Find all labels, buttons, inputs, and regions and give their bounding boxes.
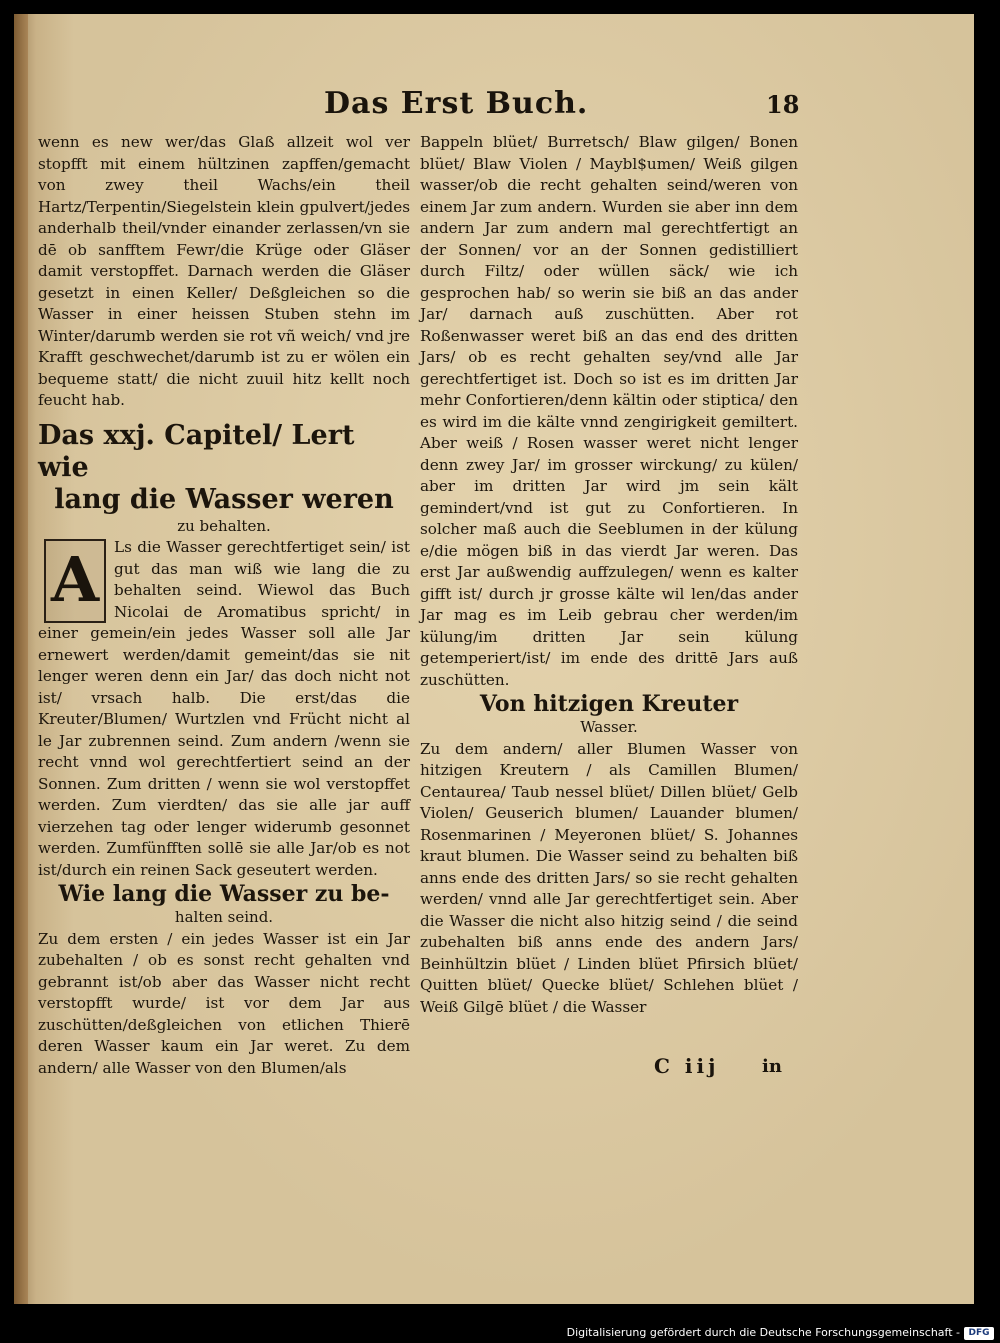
right-column [420, 132, 798, 1018]
drop-initial: A [44, 539, 106, 623]
digitization-credit: Digitalisierung gefördert durch die Deutsche Forschungsgemeinschaft - [566, 1326, 960, 1339]
right-opening-text: Bappeln blüet/ Burretsch/ Blaw gilgen/ Bonen blüet/ Blaw Violen / Maybl$umen/ Weiß gilgen wasser/ob die recht gehalten seind/weren von einem Jar zum andern. Wurden sie aber inn dem andern Jar zum andern mal gerechtfertigt an der Sonnen/ vor an der Sonnen gedistilliert durch Filtz/ oder wüllen säck/ wie ich gesprochen hab/ so werin sie biß an das ander Jar/ darnach auß zuschütten. Aber rot Roßenwasser weret biß an das end des dritten Jars/ ob es recht gehalten sey/vnd alle Jar gerechtfertiget ist. Doch so ist es im dritten Jar mehr Confortieren/denn kältin oder stiptica/ den es wird im die kälte vnnd zengirigkeit gemiltert. Aber weiß / Rosen wasser weret nicht lenger denn zwey Jar/ im grosser wirckung/ zu külen/ aber im dritten Jar wird jm sein kält gemindert/vnd ist gut zu Confortieren. In solcher maß auch die Seeblumen in der külung e/die mögen biß in das vierdt Jar weren. Das erst Jar außwendig auffzulegen/ wenn es kalter gifft ist/ durch jr grosse kälte wil len/das ander Jar mag es im Leib gebrau cher werden/im külung/im dritten Jar sein külung getemperiert/ist/ im ende des drittē Jars auß zuschütten. [420, 133, 798, 689]
section-text-right: Zu dem andern/ aller Blumen Wasser von hitzigen Kreutern / als Camillen Blumen/ Centaurea/ Taub nessel blüet/ Dillen blüet/ Gelb Violen/ Geuserich blumen/ Lauander blumen/ Rosenmarinen / Meyeronen blüet/ S. Johannes kraut blumen. Die Wasser seind zu behalten biß anns ende des dritten Jars/ so sie recht gehalten werden/ vnnd alle Jar gerechtfertiget sein. Aber die Wasser die nicht also hitzig seind / die seind zubehalten biß anns ende des andern Jars/ Beinhültzin blüet / Linden blüet Pfirsich blüet/ Quitten blüet/ Quecke blüet/ Schlehen blüet / Weiß Gilgē blüet / die Wasser [420, 739, 798, 1016]
catchword: in [762, 1056, 782, 1077]
chapter-heading-line1: Das xxj. Capitel/ Lert wie [38, 419, 355, 483]
chapter-text: Ls die Wasser gerechtfertiget sein/ ist gut das man wiß wie lang die zu behalten seind. Wiewol das Buch Nicolai de Aromatibus spricht/ in einer gemein/ein jedes Wasser soll alle Jar ernewert werden/damit gemeint/das sie nit lenger weren denn ein Jar/ das doch nicht not ist/ vrsach halb. Die erst/das die Kreuter/Blumen/ Wurtzlen vnd Frücht nicht al le Jar zubrennen seind. Zum andern /wenn sie recht vnnd wol gerechtfertiert seind an der Sonnen. Zum dritten / wenn sie wol verstopffet werden. Zum vierdten/ das sie alle jar auff vierzehen tag oder lenger widerumb gesonnet werden. Zumfünfften sollē sie alle Jar/ob es not ist/durch ein reinen Sack geseutert werden. [38, 538, 410, 879]
section-heading-right: Von hitzigen Kreuter [479, 691, 739, 717]
left-opening-text: wenn es new wer/das Glaß allzeit wol ver stopfft mit einem hültzinen zapffen/gemacht von zwey theil Wachs/ein theil Hartz/Terpentin/Siegelstein klein gpulvert/jedes anderhalb theil/vnder einander zerlassen/vn sie dē ob sanfftem Fewr/die Krüge oder Gläser damit verstopffet. Darnach werden die Gläser gesetzt in einen Keller/ Deßgleichen so die Wasser in einer heissen Stuben stehn im Winter/darumb werden sie rot vñ weich/ vnd jre Krafft geschwechet/darumb ist zu er wölen ein bequeme statt/ die nicht zuuil hitz kellt noch feucht hab. [38, 133, 410, 409]
page-binding-edge [14, 14, 28, 1304]
chapter-subheading: zu behalten. [177, 516, 271, 535]
book-page [14, 14, 974, 1304]
dfg-logo-icon: DFG [964, 1327, 994, 1340]
chapter-heading [38, 420, 410, 516]
running-title: Das Erst Buch. [324, 86, 589, 121]
signature-mark: C iij [654, 1054, 720, 1078]
page-header [14, 86, 974, 126]
section-heading-left: Wie lang die Wasser zu be- [58, 881, 390, 907]
chapter-heading-line2: lang die Wasser weren [54, 483, 394, 515]
chapter-body [38, 537, 410, 881]
section-subheading-left: halten seind. [174, 908, 274, 926]
folio-number: 18 [766, 90, 800, 119]
section-subheading-right: Wasser. [580, 718, 638, 736]
left-column [38, 132, 410, 1079]
section-text-left: Zu dem ersten / ein jedes Wasser ist ein Jar zubehalten / ob es sonst recht gehalten vnd gebrannt ist/ob aber das Wasser nicht recht verstopfft wurde/ ist vor dem Jar aus zuschütten/deßgleichen von etlichen Thierē deren Wasser kaum ein Jar weret. Zu dem andern/ alle Wasser von den Blumen/als [38, 929, 410, 1077]
